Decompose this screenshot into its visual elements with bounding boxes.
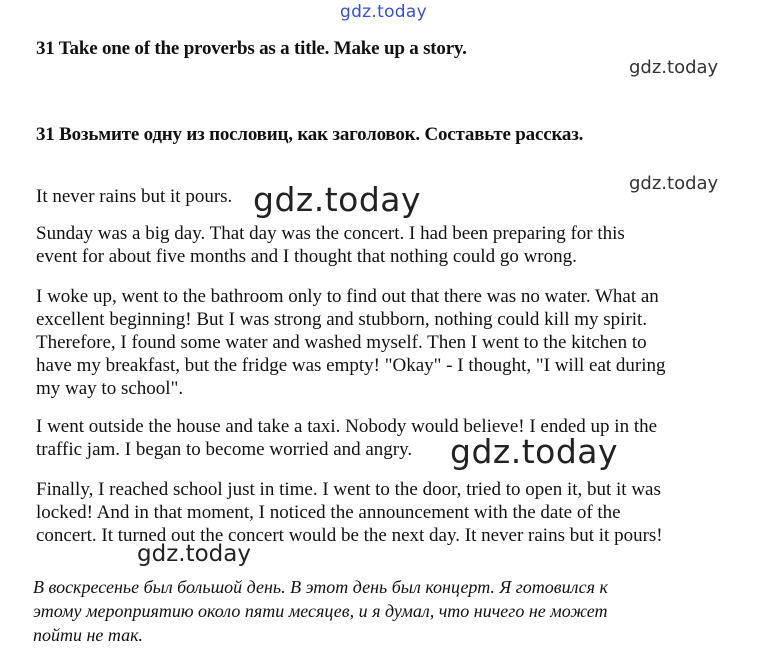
paragraph-line: event for about five months and I thought that nothing could go wrong. (36, 246, 577, 267)
watermark-top: gdz.today (340, 2, 427, 22)
paragraph-line: Therefore, I found some water and washed myself. Then I went to the kitchen to (36, 332, 647, 353)
watermark-big-1: gdz.today (253, 180, 422, 219)
translation-line: этому мероприятию около пяти месяцев, и я думал, что ничего не может (33, 601, 608, 621)
story-paragraph-2 (36, 285, 666, 400)
story-title: It never rains but it pours. (36, 186, 233, 207)
watermark-right-1: gdz.today (629, 57, 719, 78)
paragraph-line: my way to school". (36, 378, 184, 399)
story-paragraph-1 (36, 222, 625, 268)
paragraph-line: Finally, I reached school just in time. I went to the door, tried to open it, but it was (36, 479, 661, 500)
task-heading-ru: 31 Возьмите одну из пословиц, как заголовок. Составьте рассказ. (36, 124, 584, 145)
paragraph-line: I went outside the house and take a taxi. Nobody would believe! I ended up in the (36, 416, 658, 437)
paragraph-line: excellent beginning! But I was strong and stubborn, nothing could kill my spirit. (36, 309, 648, 330)
watermark-right-2: gdz.today (629, 173, 719, 194)
paragraph-line: I woke up, went to the bathroom only to find out that there was no water. What an (36, 286, 659, 307)
paragraph-line: locked! And in that moment, I noticed the announcement with the date of the (36, 502, 621, 523)
translation-line: В воскресенье был большой день. В этот день был концерт. Я готовился к (33, 577, 608, 597)
translation-paragraph (33, 575, 608, 647)
paragraph-line: have my breakfast, but the fridge was empty! "Okay" - I thought, "I will eat during (36, 355, 666, 376)
watermark-big-2: gdz.today (450, 432, 619, 471)
watermark-bottom: gdz.today (137, 541, 251, 567)
translation-line: пойти не так. (33, 625, 144, 645)
paragraph-line: Sunday was a big day. That day was the concert. I had been preparing for this (36, 223, 625, 244)
story-paragraph-4 (36, 478, 663, 547)
paragraph-line: concert. It turned out the concert would be the next day. It never rains but it pours! (36, 525, 663, 546)
task-heading-en: 31 Take one of the proverbs as a title. Make up a story. (36, 38, 467, 59)
paragraph-line: traffic jam. I began to become worried and angry. (36, 439, 413, 460)
